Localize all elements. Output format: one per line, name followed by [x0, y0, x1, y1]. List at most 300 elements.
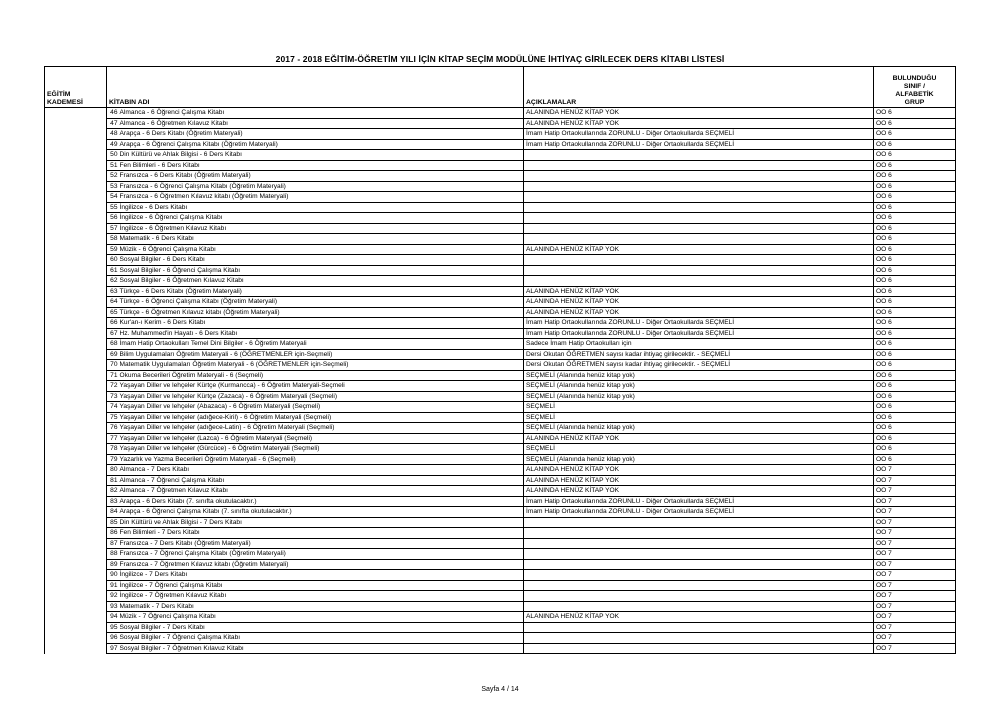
book-name: Din Kültürü ve Ahlak Bilgisi - 7 Ders Kitabı — [119, 517, 524, 528]
table-row — [45, 486, 956, 497]
kademe-cell — [45, 307, 107, 318]
book-name: Arapça - 6 Öğrenci Çalışma Kitabı (7. sınıfta okutulacaktır.) — [119, 507, 524, 518]
kademe-cell — [45, 192, 107, 203]
book-note — [524, 528, 874, 539]
table-row — [45, 496, 956, 507]
table-row — [45, 370, 956, 381]
row-number: 78 — [107, 444, 119, 455]
row-number: 73 — [107, 391, 119, 402]
book-note — [524, 276, 874, 287]
book-group: OO 6 — [874, 150, 956, 161]
book-note: İmam Hatip Ortaokullarında ZORUNLU - Diğer Ortaokullarda SEÇMELİ — [524, 328, 874, 339]
kademe-cell — [45, 171, 107, 182]
book-group: OO 6 — [874, 349, 956, 360]
table-row — [45, 601, 956, 612]
book-name: İngilizce - 7 Öğrenci Çalışma Kitabı — [119, 580, 524, 591]
kademe-cell — [45, 402, 107, 413]
header-egitim-kademesi — [45, 67, 107, 108]
book-name: Yaşayan Diller ve lehçeler Kürtçe (Zazaca) - 6 Öğretim Materyali (Seçmeli) — [119, 391, 524, 402]
kademe-cell — [45, 549, 107, 560]
table-row — [45, 223, 956, 234]
book-note: SEÇMELİ (Alanında henüz kitap yok) — [524, 370, 874, 381]
book-group: OO 7 — [874, 622, 956, 633]
book-group: OO 6 — [874, 276, 956, 287]
book-group: OO 6 — [874, 328, 956, 339]
book-group: OO 7 — [874, 496, 956, 507]
book-group: OO 6 — [874, 108, 956, 119]
table-row — [45, 507, 956, 518]
table-row — [45, 433, 956, 444]
book-name: Sosyal Bilgiler - 7 Ders Kitabı — [119, 622, 524, 633]
book-group: OO 6 — [874, 454, 956, 465]
table-row — [45, 318, 956, 329]
kademe-cell — [45, 318, 107, 329]
kademe-cell — [45, 507, 107, 518]
kademe-cell — [45, 349, 107, 360]
table-row — [45, 580, 956, 591]
row-number: 61 — [107, 265, 119, 276]
page-number: Sayfa 4 / 14 — [481, 686, 519, 693]
table-row — [45, 622, 956, 633]
kademe-cell — [45, 297, 107, 308]
book-note: Dersi Okutan ÖĞRETMEN sayısı kadar ihtiyaç girilecektir. - SEÇMELİ — [524, 360, 874, 371]
table-row — [45, 465, 956, 476]
book-name: Yazarlık ve Yazma Becerileri Öğretim Materyali - 6 (Seçmeli) — [119, 454, 524, 465]
kademe-cell — [45, 444, 107, 455]
kademe-cell — [45, 643, 107, 654]
book-name: Müzik - 7 Öğrenci Çalışma Kitabı — [119, 612, 524, 623]
kademe-cell — [45, 538, 107, 549]
row-number: 70 — [107, 360, 119, 371]
book-note — [524, 601, 874, 612]
book-name: Din Kültürü ve Ahlak Bilgisi - 6 Ders Kitabı — [119, 150, 524, 161]
book-group: OO 6 — [874, 234, 956, 245]
book-note — [524, 171, 874, 182]
book-group: OO 6 — [874, 412, 956, 423]
row-number: 64 — [107, 297, 119, 308]
row-number: 63 — [107, 286, 119, 297]
row-number: 56 — [107, 213, 119, 224]
book-name: Bilim Uygulamaları Öğretim Materyali - 6 (ÖĞRETMENLER için-Seçmeli) — [119, 349, 524, 360]
book-name: Hz. Muhammed'in Hayatı - 6 Ders Kitabı — [119, 328, 524, 339]
kademe-cell — [45, 465, 107, 476]
kademe-cell — [45, 108, 107, 119]
kademe-cell — [45, 223, 107, 234]
kademe-cell — [45, 360, 107, 371]
book-note: ALANINDA HENÜZ KİTAP YOK — [524, 244, 874, 255]
table-row — [45, 570, 956, 581]
book-name: İngilizce - 6 Öğretmen Kılavuz Kitabı — [119, 223, 524, 234]
book-name: Sosyal Bilgiler - 6 Öğrenci Çalışma Kitabı — [119, 265, 524, 276]
table-row — [45, 202, 956, 213]
book-name: Arapça - 6 Ders Kitabı (7. sınıfta okutulacaktır.) — [119, 496, 524, 507]
book-name: Almanca - 7 Öğrenci Çalışma Kitabı — [119, 475, 524, 486]
book-note — [524, 580, 874, 591]
book-group: OO 6 — [874, 318, 956, 329]
book-note: SEÇMELİ (Alanında henüz kitap yok) — [524, 381, 874, 392]
row-number: 93 — [107, 601, 119, 612]
kademe-cell — [45, 580, 107, 591]
book-note: SEÇMELİ (Alanında henüz kitap yok) — [524, 391, 874, 402]
row-number: 71 — [107, 370, 119, 381]
kademe-cell — [45, 486, 107, 497]
row-number: 62 — [107, 276, 119, 287]
row-number: 95 — [107, 622, 119, 633]
header-grup-line1: BULUNDUĞU — [892, 75, 937, 82]
book-name: Sosyal Bilgiler - 7 Öğrenci Çalışma Kitabı — [119, 633, 524, 644]
book-name: Fransızca - 7 Öğrenci Çalışma Kitabı (Öğretim Materyali) — [119, 549, 524, 560]
book-group: OO 6 — [874, 244, 956, 255]
book-note — [524, 255, 874, 266]
book-name: İmam Hatip Ortaokulları Temel Dini Bilgiler - 6 Öğretim Materyali — [119, 339, 524, 350]
kademe-cell — [45, 160, 107, 171]
book-group: OO 6 — [874, 339, 956, 350]
book-note: ALANINDA HENÜZ KİTAP YOK — [524, 612, 874, 623]
book-group: OO 7 — [874, 601, 956, 612]
book-note: ALANINDA HENÜZ KİTAP YOK — [524, 475, 874, 486]
kademe-cell — [45, 517, 107, 528]
book-group: OO 6 — [874, 255, 956, 266]
header-bulundugu-grup — [874, 67, 956, 108]
kademe-cell — [45, 244, 107, 255]
book-name: İngilizce - 6 Ders Kitabı — [119, 202, 524, 213]
book-name: Fransızca - 6 Öğrenci Çalışma Kitabı (Öğretim Materyali) — [119, 181, 524, 192]
book-name: Türkçe - 6 Öğrenci Çalışma Kitabı (Öğretim Materyali) — [119, 297, 524, 308]
book-note: İmam Hatip Ortaokullarında ZORUNLU - Diğer Ortaokullarda SEÇMELİ — [524, 139, 874, 150]
book-group: OO 6 — [874, 423, 956, 434]
book-group: OO 6 — [874, 181, 956, 192]
kademe-cell — [45, 286, 107, 297]
book-group: OO 6 — [874, 171, 956, 182]
table-row — [45, 192, 956, 203]
kademe-cell — [45, 391, 107, 402]
book-list-table — [44, 66, 956, 654]
row-number: 96 — [107, 633, 119, 644]
book-name: İngilizce - 7 Ders Kitabı — [119, 570, 524, 581]
table-row — [45, 286, 956, 297]
row-number: 87 — [107, 538, 119, 549]
table-row — [45, 349, 956, 360]
row-number: 88 — [107, 549, 119, 560]
row-number: 84 — [107, 507, 119, 518]
book-group: OO 6 — [874, 381, 956, 392]
kademe-cell — [45, 559, 107, 570]
table-row — [45, 475, 956, 486]
row-number: 74 — [107, 402, 119, 413]
book-group: OO 7 — [874, 549, 956, 560]
table-row — [45, 591, 956, 602]
book-name: Fransızca - 7 Öğretmen Kılavuz kitabı (Öğretim Materyali) — [119, 559, 524, 570]
book-name: Sosyal Bilgiler - 6 Ders Kitabı — [119, 255, 524, 266]
table-row — [45, 549, 956, 560]
table-row — [45, 181, 956, 192]
row-number: 49 — [107, 139, 119, 150]
row-number: 60 — [107, 255, 119, 266]
kademe-cell — [45, 202, 107, 213]
book-note: ALANINDA HENÜZ KİTAP YOK — [524, 307, 874, 318]
book-name: Fransızca - 6 Öğretmen Kılavuz kitabı (Öğretim Materyali) — [119, 192, 524, 203]
kademe-cell — [45, 118, 107, 129]
book-group: OO 7 — [874, 580, 956, 591]
book-group: OO 7 — [874, 570, 956, 581]
book-note: SEÇMELİ — [524, 402, 874, 413]
row-number: 86 — [107, 528, 119, 539]
book-group: OO 6 — [874, 160, 956, 171]
table-row — [45, 150, 956, 161]
book-name: Fransızca - 7 Ders Kitabı (Öğretim Materyali) — [119, 538, 524, 549]
book-name: Türkçe - 6 Ders Kitabı (Öğretim Materyali) — [119, 286, 524, 297]
table-row — [45, 412, 956, 423]
book-name: Almanca - 6 Öğretmen Kılavuz Kitabı — [119, 118, 524, 129]
row-number: 51 — [107, 160, 119, 171]
book-name: Okuma Becerileri Öğretim Materyali - 6 (Seçmeli) — [119, 370, 524, 381]
kademe-cell — [45, 213, 107, 224]
book-note — [524, 265, 874, 276]
book-group: OO 6 — [874, 360, 956, 371]
kademe-cell — [45, 454, 107, 465]
header-grup-line2: SINIF / — [903, 83, 926, 90]
row-number: 58 — [107, 234, 119, 245]
book-note — [524, 570, 874, 581]
kademe-cell — [45, 129, 107, 140]
book-note — [524, 234, 874, 245]
book-name: İngilizce - 7 Öğretmen Kılavuz Kitabı — [119, 591, 524, 602]
book-note — [524, 538, 874, 549]
table-row — [45, 255, 956, 266]
book-name: Müzik - 6 Öğrenci Çalışma Kitabı — [119, 244, 524, 255]
book-note — [524, 633, 874, 644]
row-number: 94 — [107, 612, 119, 623]
table-row — [45, 328, 956, 339]
book-name: Fen Bilimleri - 7 Ders Kitabı — [119, 528, 524, 539]
table-row — [45, 391, 956, 402]
book-group: OO 7 — [874, 475, 956, 486]
header-grup-line4: GRUP — [904, 99, 925, 106]
kademe-cell — [45, 612, 107, 623]
row-number: 67 — [107, 328, 119, 339]
book-group: OO 6 — [874, 286, 956, 297]
table-row — [45, 612, 956, 623]
kademe-cell — [45, 150, 107, 161]
book-name: Yaşayan Diller ve lehçeler (Gürcüce) - 6 Öğretim Materyali (Seçmeli) — [119, 444, 524, 455]
table-row — [45, 108, 956, 119]
kademe-cell — [45, 475, 107, 486]
book-note — [524, 591, 874, 602]
book-note — [524, 549, 874, 560]
row-number: 77 — [107, 433, 119, 444]
row-number: 55 — [107, 202, 119, 213]
kademe-cell — [45, 370, 107, 381]
table-row — [45, 244, 956, 255]
table-row — [45, 160, 956, 171]
book-group: OO 7 — [874, 528, 956, 539]
book-group: OO 6 — [874, 307, 956, 318]
row-number: 46 — [107, 108, 119, 119]
table-row — [45, 444, 956, 455]
book-note — [524, 223, 874, 234]
book-name: Türkçe - 6 Öğretmen Kılavuz kitabı (Öğretim Materyali) — [119, 307, 524, 318]
row-number: 50 — [107, 150, 119, 161]
header-aciklamalar: AÇIKLAMALAR — [524, 67, 874, 108]
table-row — [45, 265, 956, 276]
row-number: 91 — [107, 580, 119, 591]
book-note: Dersi Okutan ÖĞRETMEN sayısı kadar ihtiyaç girilecektir. - SEÇMELİ — [524, 349, 874, 360]
table-row — [45, 171, 956, 182]
book-note: SEÇMELİ (Alanında henüz kitap yok) — [524, 454, 874, 465]
kademe-cell — [45, 591, 107, 602]
row-number: 48 — [107, 129, 119, 140]
kademe-cell — [45, 265, 107, 276]
kademe-cell — [45, 328, 107, 339]
book-name: Fen Bilimleri - 6 Ders Kitabı — [119, 160, 524, 171]
book-name: Yaşayan Diller ve lehçeler (Abazaca) - 6 Öğretim Materyali (Seçmeli) — [119, 402, 524, 413]
book-name: Yaşayan Diller ve lehçeler (adığece-Latin) - 6 Öğretim Materyali (Seçmeli) — [119, 423, 524, 434]
header-kitabin-adi: KİTABIN ADI — [107, 67, 524, 108]
row-number: 65 — [107, 307, 119, 318]
book-note — [524, 559, 874, 570]
kademe-cell — [45, 412, 107, 423]
table-row — [45, 633, 956, 644]
book-name: Matematik - 7 Ders Kitabı — [119, 601, 524, 612]
kademe-cell — [45, 276, 107, 287]
row-number: 76 — [107, 423, 119, 434]
book-group: OO 7 — [874, 538, 956, 549]
book-name: Yaşayan Diller ve lehçeler Kürtçe (Kurmancca) - 6 Öğretim Materyali-Seçmeli — [119, 381, 524, 392]
row-number: 59 — [107, 244, 119, 255]
kademe-cell — [45, 139, 107, 150]
kademe-cell — [45, 234, 107, 245]
row-number: 90 — [107, 570, 119, 581]
row-number: 82 — [107, 486, 119, 497]
row-number: 66 — [107, 318, 119, 329]
table-row — [45, 454, 956, 465]
book-note: İmam Hatip Ortaokullarında ZORUNLU - Diğer Ortaokullarda SEÇMELİ — [524, 318, 874, 329]
page-title: 2017 - 2018 EĞİTİM-ÖĞRETİM YILI İÇİN KİTAP SEÇİM MODÜLÜNE İHTİYAÇ GİRİLECEK DERS KİTABI LİSTESİ — [275, 54, 725, 64]
book-name: Arapça - 6 Öğrenci Çalışma Kitabı (Öğretim Materyali) — [119, 139, 524, 150]
book-name: Kur'an-ı Kerim - 6 Ders Kitabı — [119, 318, 524, 329]
book-name: Sosyal Bilgiler - 6 Öğretmen Kılavuz Kitabı — [119, 276, 524, 287]
book-note: ALANINDA HENÜZ KİTAP YOK — [524, 486, 874, 497]
book-group: OO 7 — [874, 612, 956, 623]
row-number: 83 — [107, 496, 119, 507]
book-group: OO 6 — [874, 297, 956, 308]
book-note: İmam Hatip Ortaokullarında ZORUNLU - Diğer Ortaokullarda SEÇMELİ — [524, 129, 874, 140]
row-number: 54 — [107, 192, 119, 203]
book-name: Fransızca - 6 Ders Kitabı (Öğretim Materyali) — [119, 171, 524, 182]
table-row — [45, 213, 956, 224]
book-name: Sosyal Bilgiler - 7 Öğretmen Kılavuz Kitabı — [119, 643, 524, 654]
row-number: 52 — [107, 171, 119, 182]
row-number: 81 — [107, 475, 119, 486]
book-note: ALANINDA HENÜZ KİTAP YOK — [524, 297, 874, 308]
row-number: 85 — [107, 517, 119, 528]
book-note: ALANINDA HENÜZ KİTAP YOK — [524, 433, 874, 444]
kademe-cell — [45, 381, 107, 392]
table-row — [45, 517, 956, 528]
table-row — [45, 276, 956, 287]
header-kademe-line1: EĞİTİM — [47, 91, 71, 98]
book-note: İmam Hatip Ortaokullarında ZORUNLU - Diğer Ortaokullarda SEÇMELİ — [524, 496, 874, 507]
table-row — [45, 118, 956, 129]
kademe-cell — [45, 633, 107, 644]
table-row — [45, 234, 956, 245]
kademe-cell — [45, 570, 107, 581]
row-number: 53 — [107, 181, 119, 192]
kademe-cell — [45, 622, 107, 633]
book-group: OO 6 — [874, 265, 956, 276]
book-note — [524, 622, 874, 633]
book-name: İngilizce - 6 Öğrenci Çalışma Kitabı — [119, 213, 524, 224]
book-name: Almanca - 7 Ders Kitabı — [119, 465, 524, 476]
book-note: Sadece İmam Hatip Ortaokulları için — [524, 339, 874, 350]
book-name: Almanca - 6 Öğrenci Çalışma Kitabı — [119, 108, 524, 119]
row-number: 75 — [107, 412, 119, 423]
book-group: OO 7 — [874, 559, 956, 570]
row-number: 72 — [107, 381, 119, 392]
header-kademe-line2: KADEMESİ — [47, 99, 83, 106]
book-note — [524, 643, 874, 654]
kademe-cell — [45, 433, 107, 444]
kademe-cell — [45, 496, 107, 507]
row-number: 97 — [107, 643, 119, 654]
book-note — [524, 150, 874, 161]
table-row — [45, 402, 956, 413]
row-number: 79 — [107, 454, 119, 465]
table-row — [45, 423, 956, 434]
kademe-cell — [45, 528, 107, 539]
row-number: 92 — [107, 591, 119, 602]
book-group: OO 6 — [874, 433, 956, 444]
book-note — [524, 202, 874, 213]
book-name: Matematik - 6 Ders Kitabı — [119, 234, 524, 245]
book-group: OO 6 — [874, 139, 956, 150]
book-group: OO 7 — [874, 591, 956, 602]
book-note: ALANINDA HENÜZ KİTAP YOK — [524, 118, 874, 129]
kademe-cell — [45, 255, 107, 266]
book-note — [524, 192, 874, 203]
book-group: OO 7 — [874, 633, 956, 644]
book-name: Matematik Uygulamaları Öğretim Materyali - 6 (ÖĞRETMENLER için-Seçmeli) — [119, 360, 524, 371]
book-group: OO 6 — [874, 202, 956, 213]
table-row — [45, 307, 956, 318]
book-note: ALANINDA HENÜZ KİTAP YOK — [524, 465, 874, 476]
book-note: İmam Hatip Ortaokullarında ZORUNLU - Diğer Ortaokullarda SEÇMELİ — [524, 507, 874, 518]
book-note — [524, 181, 874, 192]
kademe-cell — [45, 601, 107, 612]
header-grup-line3: ALFABETİK — [895, 91, 934, 98]
book-name: Yaşayan Diller ve lehçeler (adığece-Kiril) - 6 Öğretim Materyali (Seçmeli) — [119, 412, 524, 423]
table-row — [45, 643, 956, 654]
table-row — [45, 129, 956, 140]
table-header-row — [45, 67, 956, 108]
book-note — [524, 517, 874, 528]
book-group: OO 7 — [874, 507, 956, 518]
book-name: Yaşayan Diller ve lehçeler (Lazca) - 6 Öğretim Materyali (Seçmeli) — [119, 433, 524, 444]
table-row — [45, 381, 956, 392]
book-group: OO 7 — [874, 517, 956, 528]
table-row — [45, 297, 956, 308]
book-group: OO 6 — [874, 402, 956, 413]
book-group: OO 6 — [874, 118, 956, 129]
row-number: 80 — [107, 465, 119, 476]
table-row — [45, 339, 956, 350]
table-row — [45, 538, 956, 549]
book-note: ALANINDA HENÜZ KİTAP YOK — [524, 108, 874, 119]
book-group: OO 6 — [874, 391, 956, 402]
table-row — [45, 559, 956, 570]
kademe-cell — [45, 181, 107, 192]
book-group: OO 7 — [874, 465, 956, 476]
